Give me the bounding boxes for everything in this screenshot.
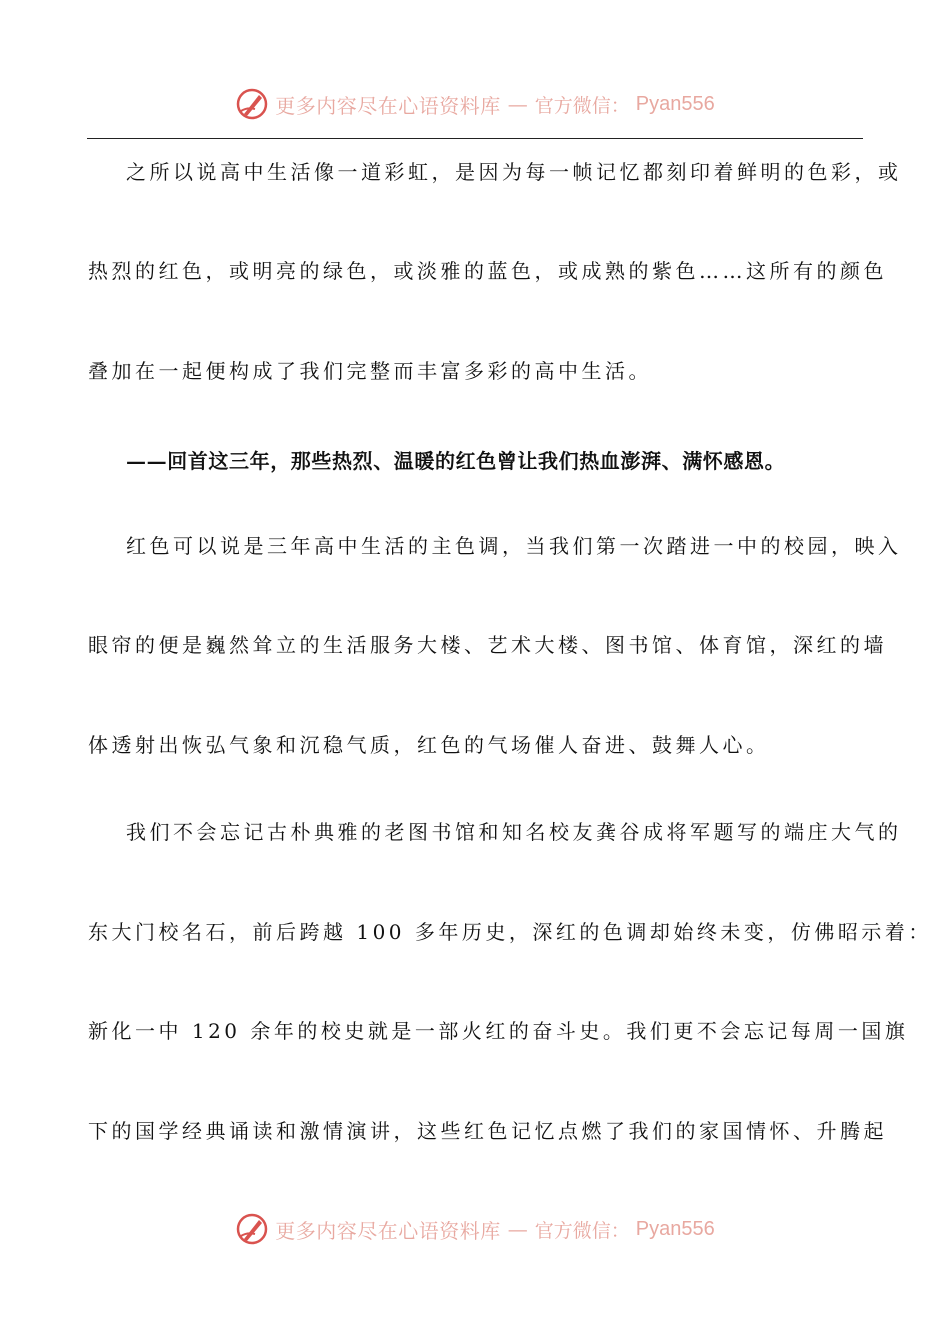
- footer-wechat-label: 官方微信：: [534, 1219, 630, 1242]
- header-dash: —: [507, 92, 528, 116]
- paragraph-line-9: 新化一中 120 余年的校史就是一部火红的奋斗史。我们更不会忘记每周一国旗: [88, 1019, 909, 1043]
- paragraph-line-5: 眼帘的便是巍然耸立的生活服务大楼、艺术大楼、图书馆、体育馆，深红的墙: [88, 633, 887, 657]
- paragraph-line-4: 红色可以说是三年高中生活的主色调，当我们第一次踏进一中的校园，映入: [126, 534, 902, 558]
- paragraph-line-2: 热烈的红色，或明亮的绿色，或淡雅的蓝色，或成熟的紫色……这所有的颜色: [88, 259, 887, 283]
- page-footer: [0, 1209, 950, 1249]
- quill-logo-icon: [235, 87, 269, 121]
- header-brand-text: 更多内容尽在心语资料库: [275, 93, 501, 118]
- footer-dash: —: [507, 1217, 528, 1241]
- paragraph-line-3: 叠加在一起便构成了我们完整而丰富多彩的高中生活。: [88, 359, 652, 383]
- page-header: [0, 84, 950, 124]
- header-wechat-label: 官方微信：: [534, 94, 630, 117]
- header-wechat-id: Pyan556: [635, 92, 715, 115]
- paragraph-line-8: 东大门校名石，前后跨越 100 多年历史，深红的色调却始终未变，仿佛昭示着：: [88, 920, 932, 944]
- paragraph-line-7: 我们不会忘记古朴典雅的老图书馆和知名校友龚谷成将军题写的端庄大气的: [126, 820, 902, 844]
- footer-wechat-id: Pyan556: [635, 1217, 715, 1240]
- quill-logo-icon: [235, 1212, 269, 1246]
- section-heading: ——回首这三年，那些热烈、温暖的红色曾让我们热血澎湃、满怀感恩。: [126, 449, 786, 473]
- footer-brand-text: 更多内容尽在心语资料库: [275, 1218, 501, 1243]
- paragraph-line-1: 之所以说高中生活像一道彩虹，是因为每一帧记忆都刻印着鲜明的色彩，或: [126, 160, 902, 184]
- paragraph-line-6: 体透射出恢弘气象和沉稳气质，红色的气场催人奋进、鼓舞人心。: [88, 733, 770, 757]
- header-divider: [87, 138, 863, 139]
- paragraph-line-10: 下的国学经典诵读和激情演讲，这些红色记忆点燃了我们的家国情怀、升腾起: [88, 1119, 887, 1143]
